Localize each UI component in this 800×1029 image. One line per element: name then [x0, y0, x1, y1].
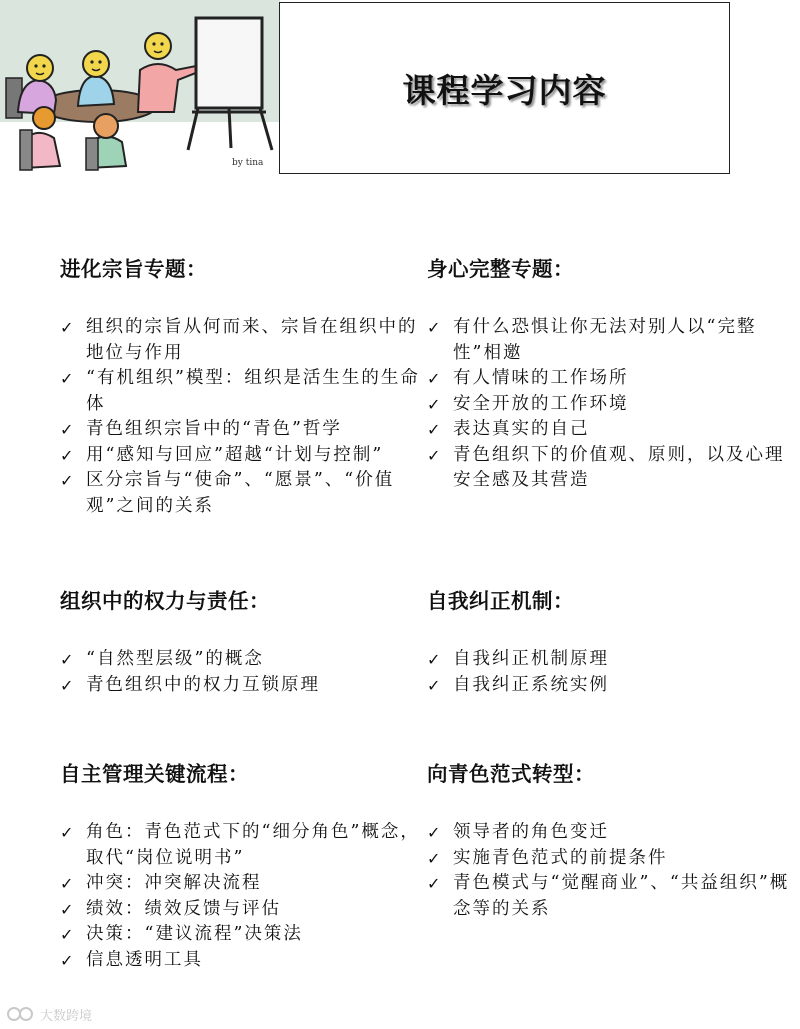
- checkmark-icon: ✓: [427, 445, 443, 465]
- list-item: [427, 392, 797, 418]
- checkmark-icon: ✓: [60, 899, 76, 919]
- checkmark-icon: ✓: [60, 950, 76, 970]
- section-self-management-processes: [60, 757, 430, 973]
- item-list: [60, 647, 430, 698]
- list-item: [427, 673, 797, 699]
- item-text: 角色：青色范式下的“细分角色”概念，取代“岗位说明书”: [86, 822, 420, 868]
- list-item: [60, 315, 430, 366]
- list-item: [427, 647, 797, 673]
- list-item: [427, 820, 797, 846]
- item-text: 有人情味的工作场所: [453, 368, 629, 388]
- checkmark-icon: ✓: [427, 369, 443, 388]
- list-item: [60, 820, 430, 871]
- item-text: 青色组织宗旨中的“青色”哲学: [86, 419, 342, 439]
- checkmark-icon: ✓: [60, 420, 76, 439]
- item-text: 用“感知与回应”超越“计划与控制”: [86, 444, 384, 465]
- item-list: [60, 315, 430, 519]
- watermark-logo-icon: [6, 1005, 36, 1023]
- checkmark-icon: ✓: [60, 369, 76, 388]
- list-item: [60, 647, 430, 673]
- item-text: 青色组织中的权力互锁原理: [86, 674, 320, 695]
- item-text: 领导者的角色变迁: [453, 822, 609, 842]
- list-item: [427, 443, 797, 494]
- section-wholeness: [427, 252, 797, 494]
- item-text: 信息透明工具: [86, 949, 203, 970]
- section-heading: 自主管理关键流程：: [60, 762, 249, 786]
- list-item: [60, 871, 430, 897]
- item-text: 青色组织下的价值观、原则，以及心理安全感及其营造: [453, 444, 785, 490]
- checkmark-icon: ✓: [427, 823, 443, 842]
- list-item: [60, 897, 430, 923]
- checkmark-icon: ✓: [60, 823, 76, 842]
- checkmark-icon: ✓: [60, 471, 76, 490]
- page-title: 课程学习内容: [402, 70, 607, 110]
- section-heading: 自我纠正机制：: [427, 589, 574, 613]
- item-text: 表达真实的自己: [453, 419, 590, 439]
- checkmark-icon: ✓: [60, 874, 76, 893]
- section-heading: 组织中的权力与责任：: [60, 589, 270, 613]
- item-list: [60, 820, 430, 973]
- item-list: [427, 315, 797, 494]
- watermark-text: 大数跨境: [40, 1008, 93, 1024]
- item-text: “有机组织”模型：组织是活生生的生命体: [86, 368, 420, 414]
- checkmark-icon: ✓: [60, 445, 76, 465]
- item-text: 安全开放的工作环境: [453, 393, 629, 414]
- checkmark-icon: ✓: [60, 925, 76, 944]
- checkmark-icon: ✓: [60, 675, 76, 695]
- checkmark-icon: ✓: [60, 318, 76, 337]
- item-list: [427, 647, 797, 698]
- item-text: 有什么恐惧让你无法对别人以“完整性”相邀: [453, 317, 757, 363]
- section-evolutionary-purpose: [60, 252, 430, 519]
- item-text: “自然型层级”的概念: [86, 649, 264, 669]
- checkmark-icon: ✓: [427, 318, 443, 337]
- item-list: [427, 820, 797, 922]
- checkmark-icon: ✓: [427, 394, 443, 414]
- section-heading: 身心完整专题：: [427, 257, 574, 281]
- list-item: [60, 417, 430, 443]
- list-item: [60, 948, 430, 974]
- list-item: [427, 417, 797, 443]
- item-text: 青色模式与“觉醒商业”、“共益组织”概念等的关系: [453, 873, 790, 919]
- item-text: 决策：“建议流程”决策法: [86, 924, 303, 944]
- checkmark-icon: ✓: [427, 420, 443, 439]
- item-text: 自我纠正系统实例: [453, 674, 609, 695]
- list-item: [427, 846, 797, 872]
- checkmark-icon: ✓: [60, 650, 76, 669]
- item-text: 冲突：冲突解决流程: [86, 873, 262, 893]
- list-item: [60, 673, 430, 699]
- section-power-responsibility: [60, 584, 430, 698]
- section-heading: 向青色范式转型：: [427, 762, 595, 786]
- list-item: [427, 366, 797, 392]
- watermark: [6, 1004, 92, 1024]
- checkmark-icon: ✓: [427, 874, 443, 893]
- section-teal-transition: [427, 757, 797, 922]
- title-box: [279, 2, 730, 174]
- section-heading: 进化宗旨专题：: [60, 257, 207, 281]
- list-item: [60, 366, 430, 417]
- list-item: [427, 871, 797, 922]
- item-text: 区分宗旨与“使命”、“愿景”、“价值观”之间的关系: [86, 470, 395, 516]
- list-item: [427, 315, 797, 366]
- item-text: 绩效：绩效反馈与评估: [86, 898, 281, 919]
- item-text: 自我纠正机制原理: [453, 649, 609, 669]
- checkmark-icon: ✓: [427, 650, 443, 669]
- item-text: 组织的宗旨从何而来、宗旨在组织中的地位与作用: [86, 317, 418, 363]
- signature: by tina: [232, 158, 264, 168]
- checkmark-icon: ✓: [427, 675, 443, 695]
- section-self-correction: [427, 584, 797, 698]
- meeting-illustration: [0, 0, 280, 175]
- item-text: 实施青色范式的前提条件: [453, 847, 668, 868]
- list-item: [60, 922, 430, 948]
- meeting-scene-icon: [0, 0, 280, 175]
- checkmark-icon: ✓: [427, 848, 443, 868]
- list-item: [60, 443, 430, 469]
- list-item: [60, 468, 430, 519]
